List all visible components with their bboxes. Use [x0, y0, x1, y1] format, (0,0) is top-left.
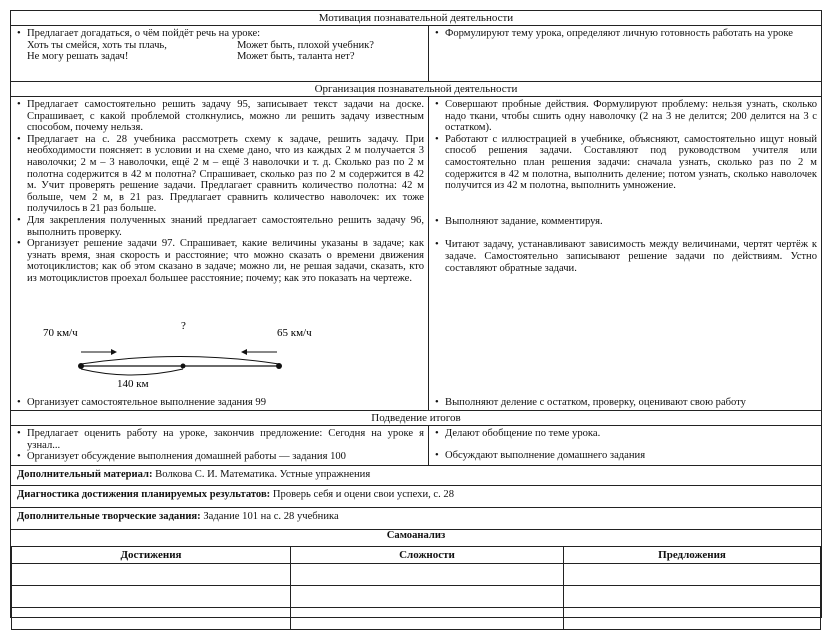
end-point	[276, 363, 282, 369]
motivation-row	[11, 26, 821, 82]
student-step: • Выполняют деление с остатком, проверку, оценивают свою работу	[435, 397, 825, 409]
start-point	[78, 363, 84, 369]
self-analysis-table	[11, 546, 821, 630]
summary-teacher-step: • Организует обсуждение выполнения домашней работы — задания 100	[17, 451, 424, 463]
question-label: ?	[181, 320, 186, 332]
left-speed-label: 70 км/ч	[43, 327, 78, 339]
student-step: • Выполняют задание, комментируя.	[435, 216, 817, 228]
meeting-point	[181, 364, 186, 369]
motivation-student-action: • Формулируют тему урока, определяют личную готовность работать на уроке	[435, 28, 817, 40]
summary-student-step: • Обсуждают выполнение домашнего задания	[435, 450, 817, 462]
suggestions-column: Предложения	[564, 547, 821, 564]
teacher-step: • Организует решение задачи 97. Спрашивает, какие величины указаны в задаче; как узнать время, зная скорость и расстояние; что можно сказать о времени движения мотоциклистов; как об этом сказано в задаче; можно ли, не решая задачи, сказать, кто из мотоциклистов проехал большее расстояние; почему; как это показать на чертеже.	[17, 238, 424, 284]
summary-student-step: • Делают обобщение по теме урока.	[435, 428, 817, 440]
summary-teacher-step: • Предлагает оценить работу на уроке, закончив предложение: Сегодня на уроке я узнал...	[17, 428, 424, 451]
self-analysis-header: Самоанализ	[386, 530, 446, 541]
distance-brace-top	[81, 357, 279, 365]
right-arrowhead	[241, 349, 247, 355]
student-step: • Совершают пробные действия. Формулируют проблему: нельзя узнать, сколько надо ткани, чтобы сшить одну наволочку (2 на 3 не делится; 200 делится на 3 с остатком).	[435, 99, 817, 134]
summary-row	[11, 426, 821, 466]
organization-header: Организация познавательной деятельности	[11, 82, 821, 97]
distance-brace-bottom	[81, 369, 183, 375]
achievements-column: Достижения	[12, 547, 291, 564]
student-step: • Работают с иллюстрацией в учебнике, объясняют, самостоятельно ищут новый способ решения задачи. Составляют под руководством учителя или самостоятельно план решения задачи: сначала узнать, сколько раз по 2 м содержится в 42 м полотна, выполнить деление; потом узнать, сколько наволочек получится из 42 м полотна, выполнить умножение.	[435, 134, 817, 192]
teacher-step: • Организует самостоятельное выполнение задания 99	[17, 397, 427, 409]
teacher-step: • Предлагает на с. 28 учебника рассмотреть схему к задаче, решить задачу. При необходимости поясняет: в условии и на схеме дано, что из каждых 2 м получается 3 наволочки; 2 м – 3 наволочки, ещё 2 м – ещё 3 наволочки и т. д. Сколько раз по 2 м полотна содержится в 42 м полотна? Спрашивает, сколько раз по 2 м содержится в 42 м. Учит проверять решение задачи. Предлагает сравнить количество полотна: 42 м больше, чем 2 м, в 21 раз. Предлагает сравнить количество наволочек: их тоже получилось в 21 раз больше.	[17, 134, 424, 215]
lesson-plan-table	[10, 10, 822, 618]
distance-label: 140 км	[117, 378, 149, 390]
organization-row	[11, 97, 821, 411]
motivation-poem: Хоть ты смейся, хоть ты плачь, Может быть, плохой учебник? Не могу решать задач! Может быть, таланта нет?	[27, 39, 375, 63]
creative-tasks-row: Дополнительные творческие задания: Задание 101 на с. 28 учебника	[11, 508, 821, 530]
right-speed-label: 65 км/ч	[277, 327, 312, 339]
difficulties-column: Сложности	[291, 547, 564, 564]
summary-header: Подведение итогов	[11, 411, 821, 426]
motivation-header: Мотивация познавательной деятельности	[11, 11, 821, 26]
student-step: • Читают задачу, устанавливают зависимость между величинами, чертят чертёж к задаче. Самостоятельно записывают решение задачи по действиям. Устно составляют обратные задачи.	[435, 239, 817, 274]
extra-material-row: Дополнительный материал: Волкова С. И. Математика. Устные упражнения	[11, 466, 821, 486]
diagnostics-row: Диагностика достижения планируемых результатов: Проверь себя и оцени свои успехи, с. 28	[11, 486, 821, 508]
teacher-step: • Для закрепления полученных знаний предлагает самостоятельно решить задачу 96, выполнить проверку.	[17, 215, 424, 238]
left-arrowhead	[111, 349, 117, 355]
motion-diagram	[21, 319, 321, 391]
teacher-step: • Предлагает самостоятельно решить задачу 95, записывает текст задачи на доске. Спрашивает, с какой проблемой столкнулись, можно ли решить задачу известным способом, почему нельзя.	[17, 99, 424, 134]
motivation-intro: • Предлагает догадаться, о чём пойдёт речь на уроке:	[17, 28, 424, 40]
